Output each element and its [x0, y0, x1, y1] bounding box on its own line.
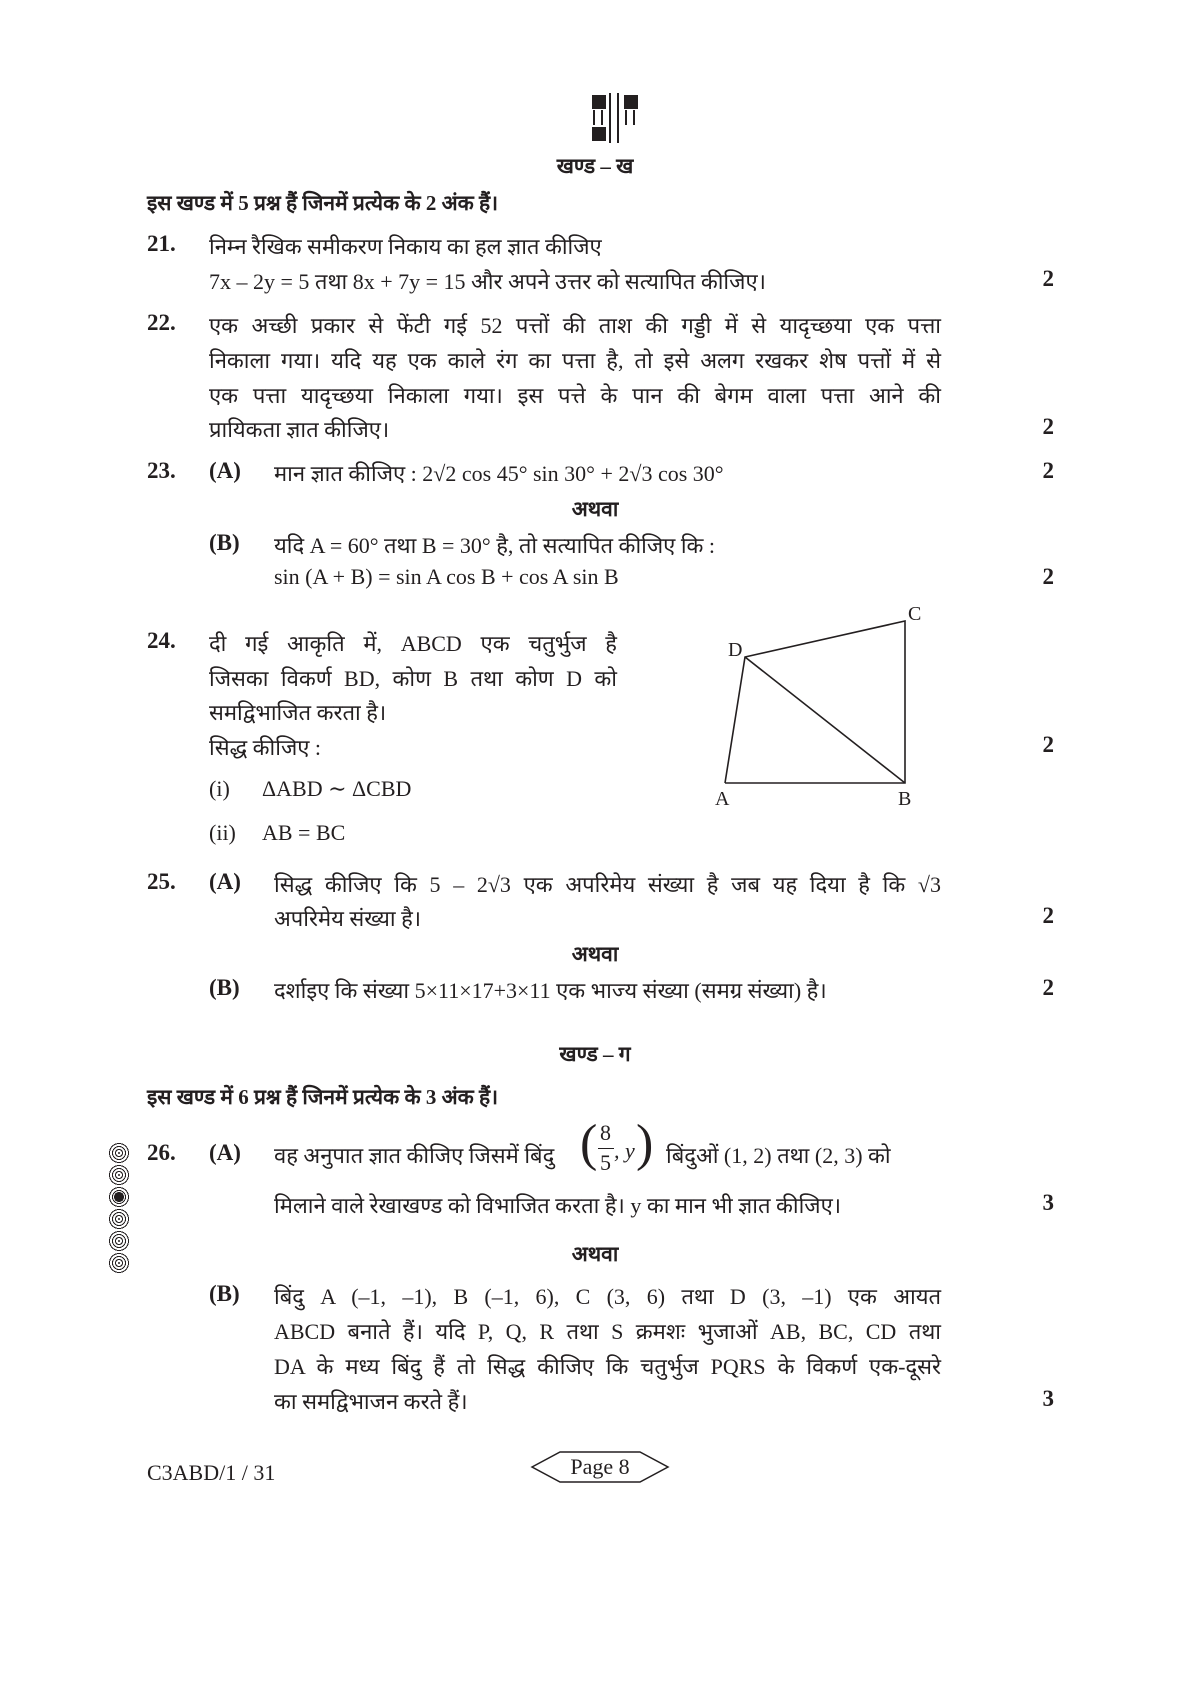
question-23-a-text: मान ज्ञात कीजिए : 2√2 cos 45° sin 30° + 2√3 cos 30° [274, 461, 724, 486]
question-23-a-marks: 2 [1042, 458, 1054, 483]
question-22-line: निकाला गया। यदि यह एक काले रंग का पत्ता है, तो इसे अलग रखकर शेष पत्तों में से [209, 348, 941, 373]
question-26-b-line: ABCD बनाते हैं। यदि P, Q, R तथा S क्रमशः भुजाओं AB, BC, CD तथा [274, 1319, 941, 1344]
left-paren: ( [580, 1115, 598, 1172]
quadrilateral-abcd-figure [700, 590, 950, 830]
question-22-line: प्रायिकता ज्ञात कीजिए। [209, 417, 390, 442]
section-b-note: इस खण्ड में 5 प्रश्न हैं जिनमें प्रत्येक के 2 अंक हैं। [147, 191, 499, 215]
question-22-line: एक पत्ता यादृच्छया निकाला गया। इस पत्ते के पान की बेगम वाला पत्ता आने की [209, 383, 941, 408]
right-paren: ) [636, 1115, 654, 1172]
question-23-b-line1: यदि A = 60° तथा B = 30° है, तो सत्यापित कीजिए कि : [274, 533, 716, 558]
spiral-mark-icon [108, 1208, 130, 1230]
question-26-a-marks: 3 [1042, 1190, 1054, 1215]
question-26-b-line: का समद्विभाजन करते हैं। [274, 1389, 468, 1414]
question-23-a-label: (A) [209, 458, 241, 483]
fraction-denominator: 5 [600, 1150, 611, 1175]
question-24-line: जिसका विकर्ण BD, कोण B तथा कोण D को [209, 666, 617, 691]
qr-code-icon [590, 93, 640, 143]
or-label: अथवा [571, 497, 619, 521]
question-25-a-line1: सिद्ध कीजिए कि 5 – 2√3 एक अपरिमेय संख्या है जब यह दिया है कि √3 [274, 872, 941, 897]
paper-code: C3ABD/1 / 31 [147, 1460, 276, 1485]
question-21-line2: 7x – 2y = 5 तथा 8x + 7y = 15 और अपने उत्तर को सत्यापित कीजिए। [209, 269, 766, 294]
question-25-a-label: (A) [209, 869, 241, 894]
question-21-line1: निम्न रैखिक समीकरण निकाय का हल ज्ञात कीजिए [209, 234, 602, 259]
section-c-title: खण्ड – ग [559, 1042, 631, 1066]
question-26-number: 26. [147, 1140, 176, 1165]
question-24-line: समद्विभाजित करता है। [209, 700, 387, 725]
or-label: अथवा [571, 1242, 619, 1266]
fraction-point [580, 1115, 654, 1180]
question-24-marks: 2 [1042, 732, 1054, 757]
question-26-b-marks: 3 [1042, 1386, 1054, 1411]
question-24-number: 24. [147, 628, 176, 653]
question-24-part-i-label: (i) [209, 776, 230, 801]
fraction-bar [598, 1148, 614, 1149]
question-26-b-line: बिंदु A (–1, –1), B (–1, 6), C (3, 6) तथा D (3, –1) एक आयत [274, 1284, 941, 1309]
spiral-mark-icon [108, 1164, 130, 1186]
vertex-d-label: D [728, 639, 743, 661]
vertex-c-label: C [908, 603, 922, 625]
section-b-title: खण्ड – ख [556, 154, 634, 178]
fraction-numerator: 8 [600, 1120, 611, 1145]
question-25-number: 25. [147, 869, 176, 894]
question-24-part-ii-label: (ii) [209, 820, 236, 845]
spiral-mark-icon [108, 1142, 130, 1164]
or-label: अथवा [571, 942, 619, 966]
question-22-line: एक अच्छी प्रकार से फेंटी गई 52 पत्तों की ताश की गड्डी में से यादृच्छया एक पत्ता [209, 313, 941, 338]
question-24-line: दी गई आकृति में, ABCD एक चतुर्भुज है [209, 631, 617, 656]
question-25-a-line2: अपरिमेय संख्या है। [274, 906, 422, 931]
question-26-a-label: (A) [209, 1140, 241, 1165]
question-23-b-label: (B) [209, 530, 240, 555]
question-25-a-marks: 2 [1042, 903, 1054, 928]
fraction-variable: , y [614, 1138, 635, 1163]
question-21-marks: 2 [1042, 266, 1054, 291]
question-25-b-text: दर्शाइए कि संख्या 5×11×17+3×11 एक भाज्य संख्या (समग्र संख्या) है। [274, 978, 827, 1003]
spiral-mark-icon [108, 1230, 130, 1252]
question-24-line: सिद्ध कीजिए : [209, 735, 322, 760]
vertex-a-label: A [715, 788, 730, 810]
section-c-note: इस खण्ड में 6 प्रश्न हैं जिनमें प्रत्येक के 3 अंक हैं। [147, 1085, 499, 1109]
question-25-b-label: (B) [209, 975, 240, 1000]
question-26-b-label: (B) [209, 1281, 240, 1306]
question-26-b-line: DA के मध्य बिंदु हैं तो सिद्ध कीजिए कि चतुर्भुज PQRS के विकर्ण एक-दूसरे [274, 1354, 941, 1379]
spiral-mark-icon [108, 1252, 130, 1274]
page-number-label: Page 8 [570, 1454, 630, 1479]
question-24-part-ii: AB = BC [262, 820, 346, 845]
question-23-b-marks: 2 [1042, 564, 1054, 589]
question-23-b-line2: sin (A + B) = sin A cos B + cos A sin B [274, 564, 619, 589]
vertex-b-label: B [898, 788, 912, 810]
question-26-a-line1-post: बिंदुओं (1, 2) तथा (2, 3) को [666, 1143, 891, 1168]
question-21-number: 21. [147, 231, 176, 256]
question-25-b-marks: 2 [1042, 975, 1054, 1000]
question-24-part-i: ΔABD ∼ ΔCBD [262, 776, 412, 801]
page-number-badge [530, 1450, 670, 1484]
question-22-marks: 2 [1042, 414, 1054, 439]
question-23-number: 23. [147, 458, 176, 483]
spiral-mark-filled-icon [108, 1186, 130, 1208]
question-26-a-line2: मिलाने वाले रेखाखण्ड को विभाजित करता है। y का मान भी ज्ञात कीजिए। [274, 1193, 842, 1218]
question-22-number: 22. [147, 310, 176, 335]
question-26-a-line1-pre: वह अनुपात ज्ञात कीजिए जिसमें बिंदु [274, 1143, 555, 1168]
